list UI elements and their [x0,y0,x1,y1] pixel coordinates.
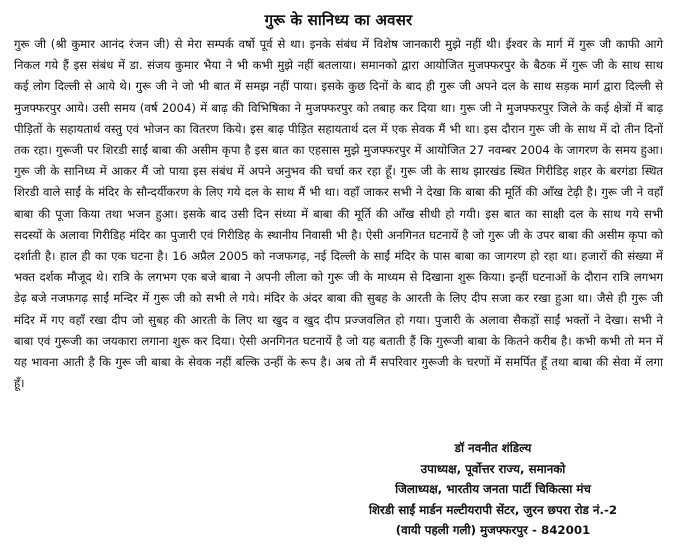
author-clinic: शिरडी साईं मार्डन मल्टीयरापी सेंटर, जुरन छपरा रोड नं.-2 [368,502,618,517]
author-party-role: जिलाध्यक्ष, भारतीय जनता पार्टी चिकित्सा मंच [395,482,591,496]
signature-block [323,438,663,541]
author-role: उपाध्यक्ष, पूर्वोत्तर राज्य, समानको [420,461,566,476]
author-name: डॉ नवनीत शंडिल्य [454,441,532,455]
document-title: गुरू के सानिध्य का अवसर [264,11,413,29]
author-address: (वायी पहली गली) मुजफ्फरपुर - 842001 [395,523,591,537]
body-paragraph: गुरू जी (श्री कुमार आनंद रंजन जी) से मेरा सम्पर्क वर्षो पूर्व से था। इनके संबंध में विशेष जानकारी मुझे नहीं थी। ईश्वर के मार्ग में गुरू जी काफी आगे निकल गये हैं इस संबंध में डा. संजय कुमार भैया ने भी कभी मुझे नहीं बतलाया। समानको द्वारा आयोजित मुजफ्फरपुर के बैठक में गुरू जी के साथ साथ कई लोग दिल्ली से आये थे। गुरू जी ने जो भी बात में समझ नहीं पाया। इसके कुछ दिनों के बाद ही गुरू जी अपने दल के साथ सड़क मार्ग द्वारा दिल्ली से मुजफ्फरपुर आये। उसी समय (वर्ष 2004) में बाढ़ की विभिषिका ने मुजफ्फरपुर को तबाह कर दिया था। गुरू जी ने मुजफ्फरपुर जिले के कई क्षेत्रों में बाढ़ पीड़ितों के सहायतार्थ वस्तु एवं भोजन का वितरण किये। इस बाढ़ पीड़ित सहायतार्थ दल में एक सेवक मैं भी था। इस दौरान गुरू जी के साथ में दो तीन दिनों तक रहा। गुरूजी पर शिरडी साईं बाबा की असीम कृपा है इस बात का एहसास मुझे मुजफ्फरपुर में आयोजित 27 नवम्बर 2004 के जागरण के समय हुआ। गुरू जी के सानिध्य में आकर मैं जो पाया इस संबंध में अपने अनुभव की चर्चा कर रहा हूँ। गुरू जी के साथ झारखंड स्थित गिरीडिह शहर के बरगंडा स्थित शिरडी वाले साईं के मंदिर के सौन्दर्यीकरण के लिए गये दल के साथ मैं भी था। वहाँ जाकर सभी ने देखा कि बाबा की मूर्ति की आँख टेढ़ी है। गुरू जी ने वहाँ बाबा की पूजा किया तथा भजन हुआ। इसके बाद उसी दिन संध्या में बाबा की मूर्ति की आँख सीधी हो गयी। इस बात का साक्षी दल के साथ गये सभी सदस्यों के अलावा गिरीडिह मंदिर का पुजारी एवं गिरीडिह के स्थानीय निवासी भी है। ऐसी अनगिनत घटनायें है जो गुरू जी के उपर बाबा की असीम कृपा को दर्शाती है। हाल ही का एक घटना है। 16 अप्रैल 2005 को नजफगढ़, नई दिल्ली के साईं मंदिर के पास बाबा का जागरण हो रहा था। हजारों की संख्या में भक्त दर्शक मौजूद थे। रात्रि के लगभग एक बजे बाबा ने अपनी लीला को गुरू जी के माध्यम से दिखाना शुरू किया। इन्हीं घटनाओं के दौरान रात्रि लगभग डेढ़ बजे नजफगढ़ साईं मन्दिर में गुरू जी को सभी ले गये। मंदिर के अंदर बाबा की सुबह के आरती के लिए दीप सजा कर रखा हुआ था। जैसे ही गुरू जी मंदिर में गए वहाँ रखा दीप जो सुबह की आरती के लिए था खुद व खुद दीप प्रज्जवलित हो गया। पुजारी के अलावा सैकड़ों साईं भक्तों ने देखा। सभी ने बाबा एवं गुरूजी का जयकारा लगाना शुरू कर दिया। ऐसी अनगिनत घटनायें है जो यह बताती हैं कि गुरूजी बाबा के कितने करीब है। कभी कभी तो मन में यह भावना आती है कि गुरू जी बाबा के सेवक नहीं बल्कि उन्हीं के रूप है। अब तो मैं सपरिवार गुरूजी के चरणों में समर्पित हूँ तथा बाबा की सेवा में लगा हूँ। [14,37,664,391]
